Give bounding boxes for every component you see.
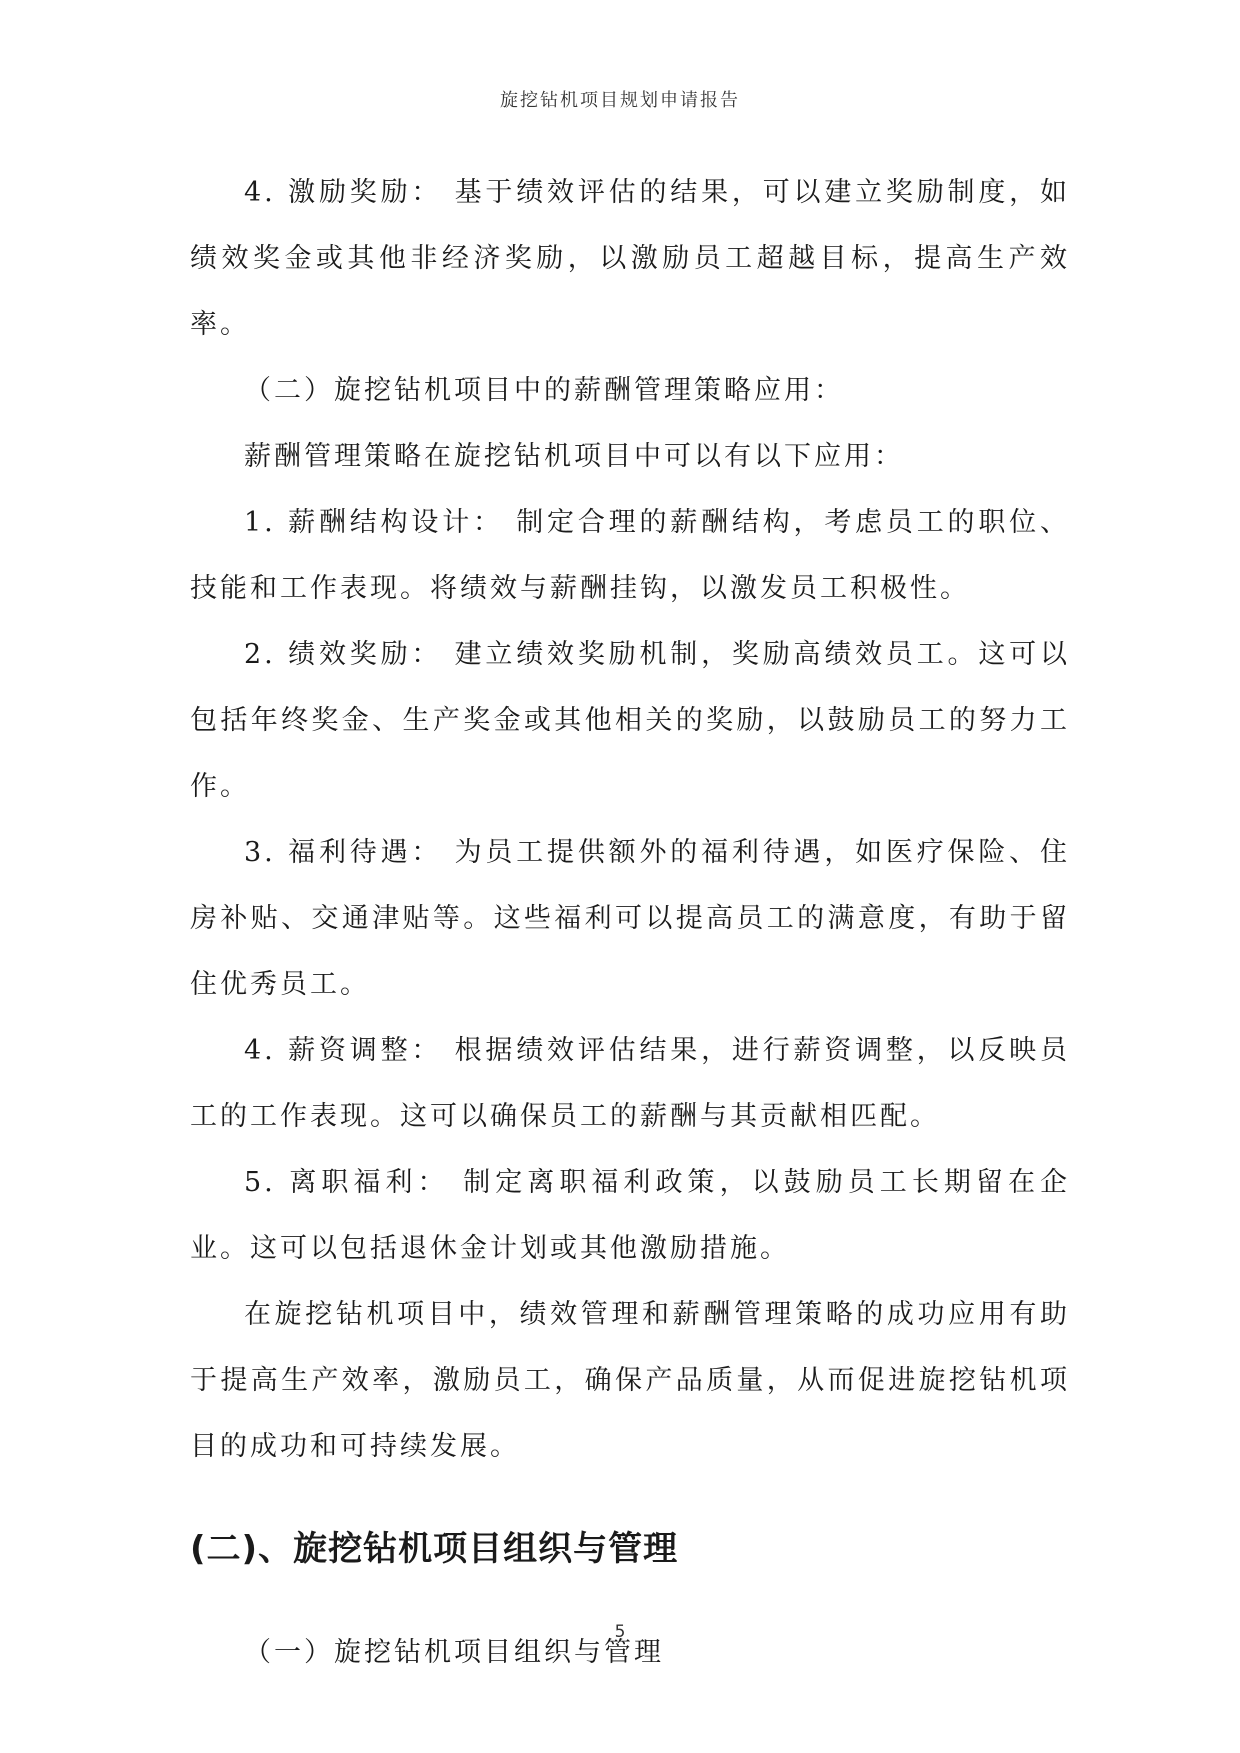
page-header: 旋挖钻机项目规划申请报告 [500, 90, 740, 111]
paragraph-separation-benefits: 5. 离职福利： 制定离职福利政策，以鼓励员工长期留在企业。这可以包括退休金计划或其他激励措施。 [190, 1167, 1070, 1264]
paragraph-salary-structure: 1. 薪酬结构设计： 制定合理的薪酬结构，考虑员工的职位、技能和工作表现。将绩效与薪酬挂钩，以激发员工积极性。 [190, 507, 1070, 604]
paragraph-salary-strategy-heading: （二）旋挖钻机项目中的薪酬管理策略应用： [244, 375, 844, 406]
section-heading: (二)、旋挖钻机项目组织与管理 [190, 1529, 679, 1569]
page-number: 5 [614, 1622, 626, 1642]
paragraph-salary-strategy-intro: 薪酬管理策略在旋挖钻机项目中可以有以下应用： [244, 441, 904, 472]
paragraph-performance-rewards: 2. 绩效奖励： 建立绩效奖励机制，奖励高绩效员工。这可以包括年终奖金、生产奖金或其他相关的奖励，以鼓励员工的努力工作。 [190, 639, 1070, 802]
paragraph-conclusion: 在旋挖钻机项目中，绩效管理和薪酬管理策略的成功应用有助于提高生产效率，激励员工，确保产品质量，从而促进旋挖钻机项目的成功和可持续发展。 [190, 1299, 1070, 1462]
paragraph-incentive-rewards: 4. 激励奖励： 基于绩效评估的结果，可以建立奖励制度，如绩效奖金或其他非经济奖励，以激励员工超越目标，提高生产效率。 [190, 177, 1070, 340]
subsection-heading: （一）旋挖钻机项目组织与管理 [244, 1637, 664, 1668]
paragraph-benefits: 3. 福利待遇： 为员工提供额外的福利待遇，如医疗保险、住房补贴、交通津贴等。这些福利可以提高员工的满意度，有助于留住优秀员工。 [190, 837, 1070, 1000]
document-body [190, 160, 1070, 1686]
paragraph-salary-adjustment: 4. 薪资调整： 根据绩效评估结果，进行薪资调整，以反映员工的工作表现。这可以确保员工的薪酬与其贡献相匹配。 [190, 1035, 1070, 1132]
